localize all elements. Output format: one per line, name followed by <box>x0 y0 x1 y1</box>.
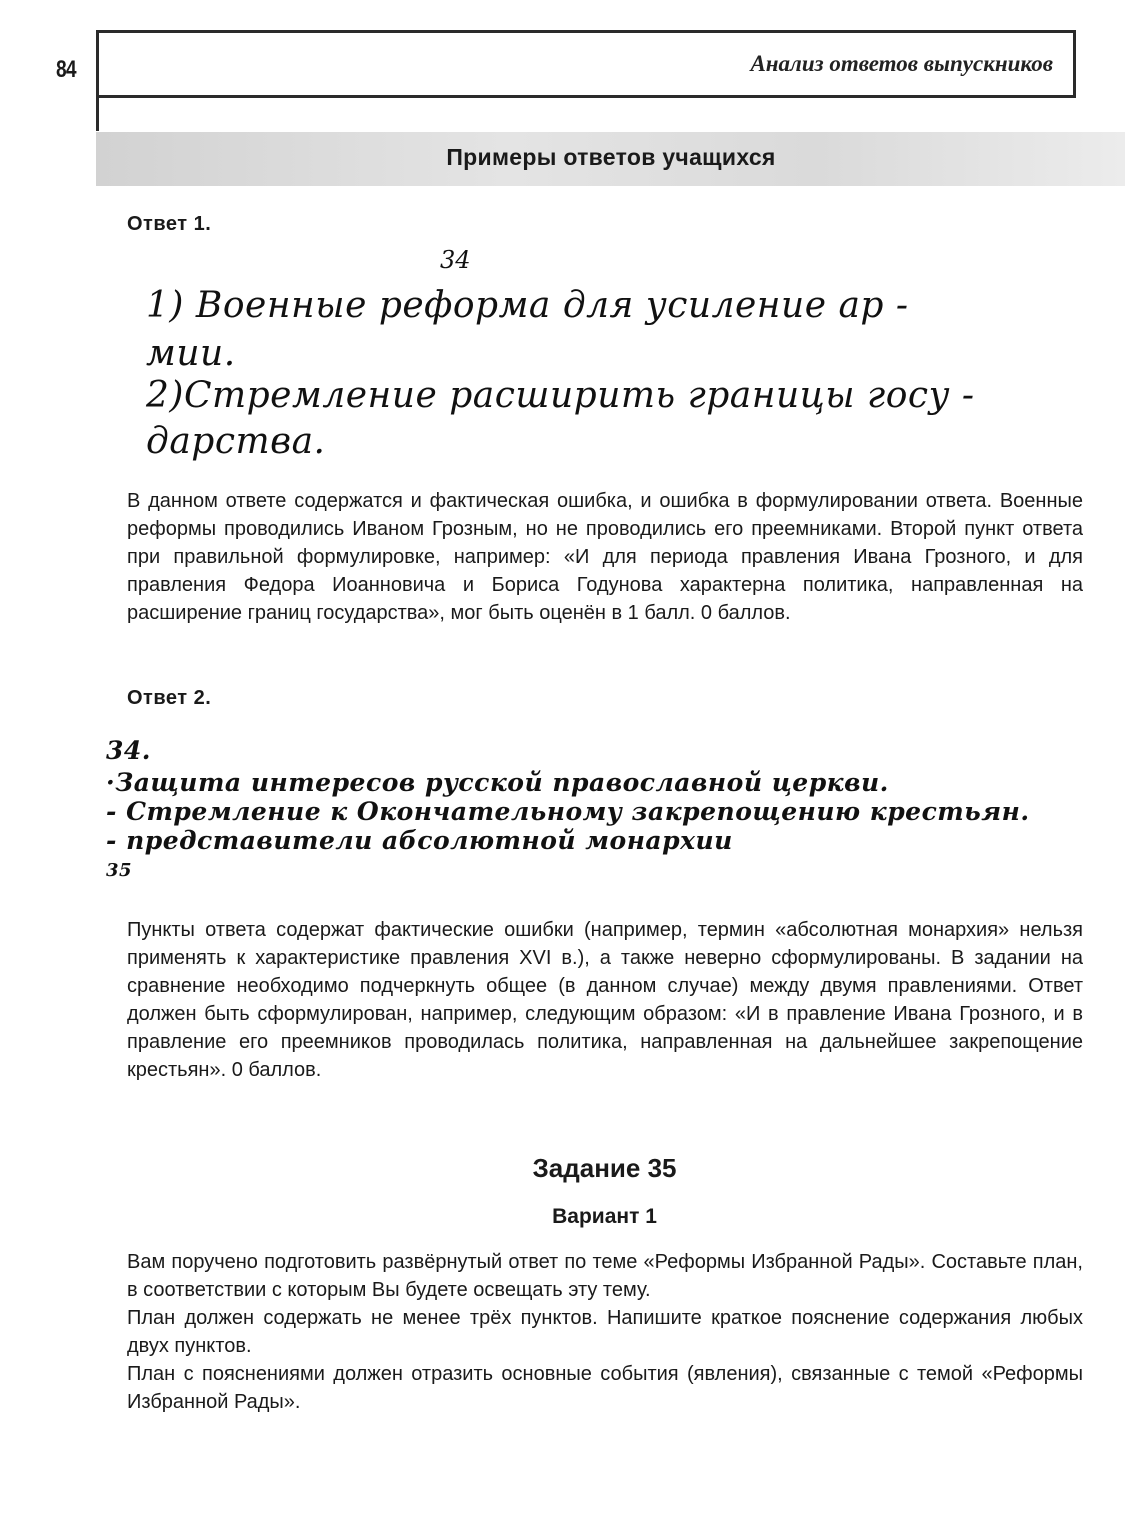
answer-1-handwritten-number: 34 <box>440 246 471 274</box>
task-paragraph: План должен содержать не менее трёх пунктов. Напишите краткое пояснение содержания любых двух пунктов. <box>127 1307 1083 1357</box>
running-header-box <box>96 30 1076 98</box>
answer-1-handwritten-line: дарства. <box>146 421 326 462</box>
answer-1-handwritten-line: 2)Стремление расширить границы госу - <box>146 375 975 416</box>
task-paragraph: Вам поручено подготовить развёрнутый ответ по теме «Реформы Избранной Рады». Составьте план, в соответствии с которым Вы будете освещать эту тему. <box>127 1251 1083 1301</box>
variant-title: Вариант 1 <box>552 1205 657 1228</box>
page-number: 84 <box>56 56 76 83</box>
task-text <box>127 1248 1083 1416</box>
answer-1-label: Ответ 1. <box>127 213 212 235</box>
section-title: Примеры ответов учащихся <box>446 144 776 170</box>
answer-2-label: Ответ 2. <box>127 687 212 709</box>
answer-1-handwritten-line: 1) Военные реформа для усиление ар - <box>146 285 909 326</box>
answer-2-handwritten-line: ·Защита интересов русской православной церкви. <box>106 768 889 797</box>
task-title: Задание 35 <box>532 1153 677 1183</box>
answer-2-handwritten-line: - Стремление к Окончательному закрепощению крестьян. <box>106 797 1030 826</box>
answer-1-handwritten-line: мии. <box>146 333 236 374</box>
answer-2-handwritten-footer: 35 <box>106 860 133 881</box>
answer-1-commentary: В данном ответе содержатся и фактическая ошибка, и ошибка в формулировании ответа. Военные реформы проводились Иваном Грозным, но не проводились его преемниками. Второй пункт ответа при правильной формулировке, например: «И для периода правления Ивана Грозного, и для правления Федора Иоанновича и Бориса Годунова характерна политика, направленная на расширение границ государства», мог быть оценён в 1 балл. 0 баллов. <box>127 490 1083 624</box>
running-header-title: Анализ ответов выпускников <box>750 51 1053 76</box>
answer-2-handwritten-line: - представители абсолютной монархии <box>106 826 733 855</box>
section-banner <box>96 132 1125 186</box>
answer-2-commentary: Пункты ответа содержат фактические ошибки (например, термин «абсолютная монархия» нельзя применять к характеристике правления XVI в.), а также неверно сформулированы. В задании на сравнение необходимо подчеркнуть общее (в данном случае) между двумя правлениями. Ответ должен быть сформулирован, например, следующим образом: «И в правление Ивана Грозного, и в правление его преемников проводилась политика, направленная на дальнейшее закрепощение крестьян». 0 баллов. <box>127 919 1083 1081</box>
answer-2-handwritten-number: 34. <box>106 736 151 765</box>
task-paragraph: План с пояснениями должен отразить основные события (явления), связанные с темой «Реформы Избранной Рады». <box>127 1363 1083 1413</box>
